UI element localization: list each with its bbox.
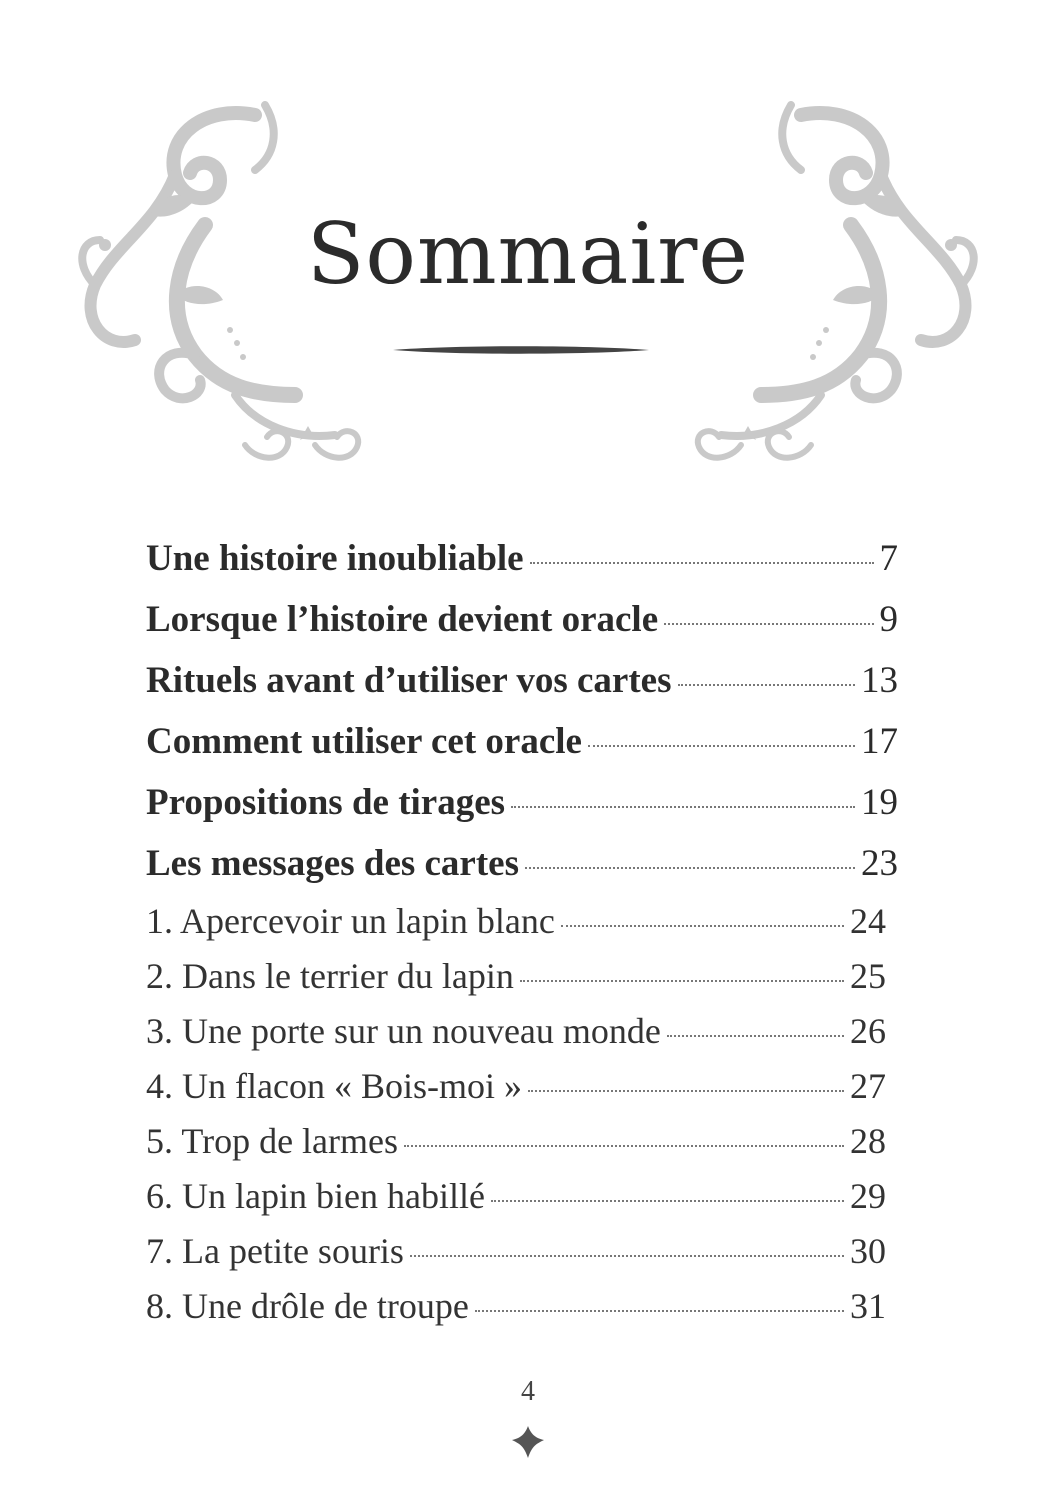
toc-entry-title: Une histoire inoubliable <box>146 538 524 579</box>
dot-leader <box>588 744 855 747</box>
dot-leader <box>410 1254 844 1257</box>
toc-entry-title: 1. Apercevoir un lapin blanc <box>146 901 555 941</box>
toc-card-entry[interactable] <box>146 1279 886 1334</box>
toc-entry-page: 29 <box>850 1176 886 1216</box>
toc-entry-title: 4. Un flacon « Bois-moi » <box>146 1066 522 1106</box>
table-of-contents <box>146 528 898 1334</box>
dot-leader <box>561 924 844 927</box>
toc-entry-page: 26 <box>850 1011 886 1051</box>
toc-entry-title: 3. Une porte sur un nouveau monde <box>146 1011 661 1051</box>
toc-entry[interactable] <box>146 833 898 894</box>
toc-entry-title: Lorsque l’histoire devient oracle <box>146 599 659 640</box>
toc-entry-title: 2. Dans le terrier du lapin <box>146 956 514 996</box>
toc-card-entry[interactable] <box>146 894 886 949</box>
toc-entry-title: 8. Une drôle de troupe <box>146 1286 469 1326</box>
dot-leader <box>520 979 844 982</box>
dot-leader <box>511 805 855 808</box>
toc-entry-title: 5. Trop de larmes <box>146 1121 398 1161</box>
toc-entry-page: 9 <box>879 599 898 640</box>
toc-entry[interactable] <box>146 772 898 833</box>
toc-entry-page: 27 <box>850 1066 886 1106</box>
dot-leader <box>530 561 874 564</box>
toc-entry-page: 23 <box>861 843 898 884</box>
toc-entry[interactable] <box>146 589 898 650</box>
fleuron-icon <box>508 1422 548 1462</box>
toc-entry-title: 7. La petite souris <box>146 1231 404 1271</box>
toc-entry-title: Rituels avant d’utiliser vos cartes <box>146 660 672 701</box>
toc-entry[interactable] <box>146 650 898 711</box>
toc-entry[interactable] <box>146 528 898 589</box>
toc-entry-page: 31 <box>850 1286 886 1326</box>
toc-entry-title: 6. Un lapin bien habillé <box>146 1176 485 1216</box>
toc-card-entry[interactable] <box>146 1169 886 1224</box>
page-title: Sommaire <box>306 205 750 303</box>
dot-leader <box>528 1089 844 1092</box>
toc-card-entry[interactable] <box>146 1004 886 1059</box>
toc-entry-page: 17 <box>861 721 898 762</box>
toc-entry-page: 7 <box>879 538 898 579</box>
toc-entry-page: 25 <box>850 956 886 996</box>
page-number: 4 <box>521 1376 535 1407</box>
toc-card-entry[interactable] <box>146 949 886 1004</box>
dot-leader <box>525 866 855 869</box>
toc-entry-page: 24 <box>850 901 886 941</box>
dot-leader <box>404 1144 844 1147</box>
toc-entry-title: Les messages des cartes <box>146 843 519 884</box>
title-underline-rule <box>393 342 649 358</box>
toc-entry-title: Propositions de tirages <box>146 782 506 823</box>
dot-leader <box>667 1034 844 1037</box>
dot-leader <box>475 1309 844 1312</box>
toc-card-entry[interactable] <box>146 1114 886 1169</box>
dot-leader <box>664 622 873 625</box>
toc-entry-page: 30 <box>850 1231 886 1271</box>
dot-leader <box>491 1199 844 1202</box>
toc-card-entry[interactable] <box>146 1224 886 1279</box>
toc-entry[interactable] <box>146 711 898 772</box>
toc-entry-page: 19 <box>861 782 898 823</box>
toc-entry-page: 13 <box>861 660 898 701</box>
toc-card-entry[interactable] <box>146 1059 886 1114</box>
toc-entry-page: 28 <box>850 1121 886 1161</box>
toc-entry-title: Comment utiliser cet oracle <box>146 721 582 762</box>
dot-leader <box>678 683 856 686</box>
